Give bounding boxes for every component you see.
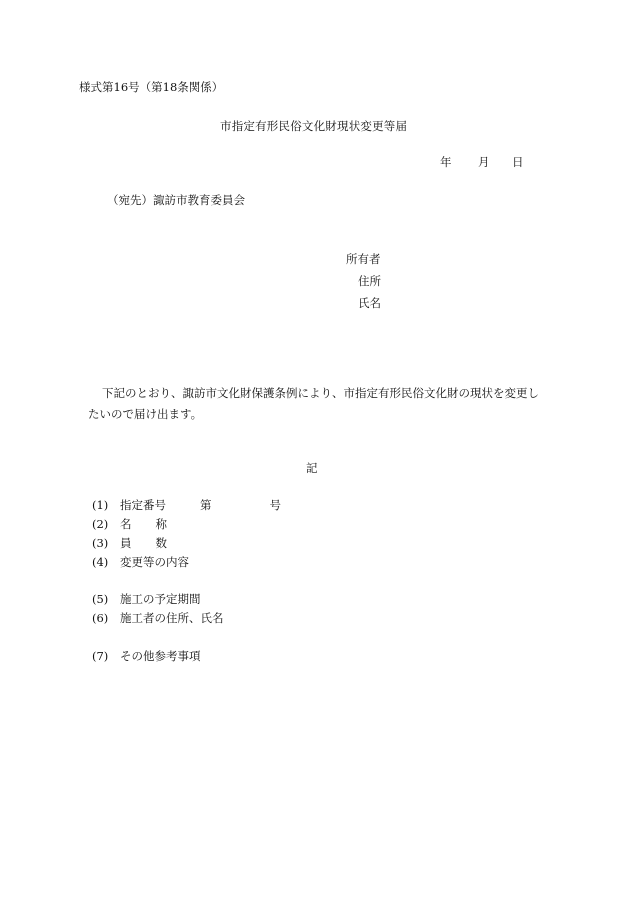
owner-name-label: 氏名 [358,296,381,310]
item-label: 施工の予定期間 [120,592,201,606]
body-line-1: 下記のとおり、諏訪市文化財保護条例により、市指定有形民俗文化財の現状を変更し [102,386,539,400]
item-label: 施工者の住所、氏名 [120,611,224,625]
list-item [92,648,201,664]
date-month-label: 月 [478,155,490,169]
form-number: 様式第16号（第18条関係） [79,80,224,94]
owner-address-label: 住所 [358,274,381,288]
date-line [440,154,524,170]
body-line-2: たいので届け出ます。 [88,407,203,421]
list-item [92,554,189,570]
item-number: (5) [92,592,109,606]
list-item [92,497,281,513]
document-title: 市指定有形民俗文化財現状変更等届 [220,119,408,133]
list-item [92,610,224,626]
body-text [88,383,558,425]
item-label: その他参考事項 [120,649,201,663]
item-number: (7) [92,649,109,663]
owner-label: 所有者 [346,252,381,266]
item-number: (2) [92,517,109,531]
item-number: (4) [92,555,109,569]
item-number: (1) [92,498,109,512]
list-item [92,535,167,551]
item-label: 変更等の内容 [120,555,189,569]
item-number: (6) [92,611,109,625]
date-day-label: 日 [512,155,524,169]
date-year-label: 年 [440,155,452,169]
designation-go: 号 [269,498,281,512]
item-label-b: 数 [155,536,167,550]
item-number: (3) [92,536,109,550]
designation-dai: 第 [200,498,212,512]
ki-heading: 記 [306,461,318,475]
addressee: （宛先）諏訪市教育委員会 [107,193,245,207]
item-label: 指定番号 [120,498,166,512]
item-label-b: 称 [155,517,167,531]
owner-block [346,248,381,314]
list-item [92,591,201,607]
item-label-a: 名 [120,517,132,531]
item-label-a: 員 [120,536,132,550]
list-item [92,516,167,532]
